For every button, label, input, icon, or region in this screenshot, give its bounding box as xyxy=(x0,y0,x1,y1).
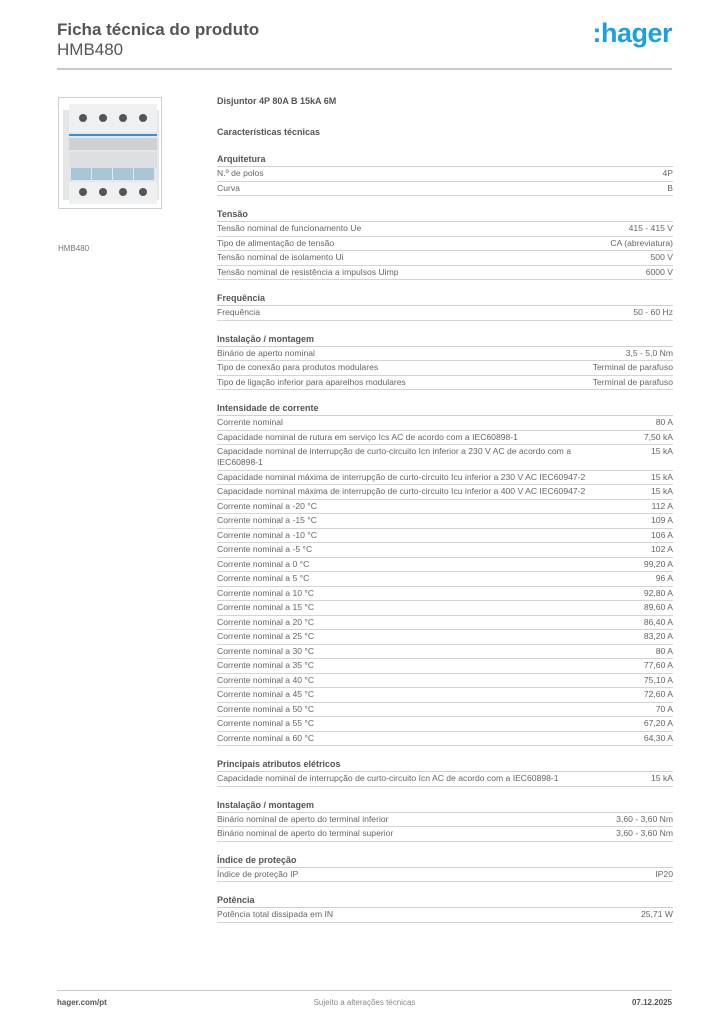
spec-row xyxy=(217,237,673,252)
spec-label: Potência total dissipada em IN xyxy=(217,909,334,919)
footer-notice: Sujeito a alterações técnicas xyxy=(313,998,416,1007)
spec-row xyxy=(217,485,673,500)
spec-value: CA (abreviatura) xyxy=(610,237,673,248)
footer-date: 07.12.2025 xyxy=(631,998,672,1007)
spec-value: Terminal de parafuso xyxy=(592,376,673,387)
spec-label: Corrente nominal a 15 °C xyxy=(217,602,315,612)
product-code: HMB480 xyxy=(57,40,124,59)
spec-value: 3,60 - 3,60 Nm xyxy=(616,828,673,838)
spec-value: IP20 xyxy=(655,868,673,879)
spec-section xyxy=(217,894,673,923)
spec-value: 72,60 A xyxy=(643,689,673,699)
spec-label: Tipo de ligação inferior para aparelhos modulares xyxy=(217,376,406,387)
spec-row xyxy=(217,813,673,828)
spec-label: Capacidade nominal máxima de interrupção de curto-circuito Icu inferior a 230 V AC IEC60947-2 xyxy=(217,471,586,482)
section-title: Instalação / montagem xyxy=(217,799,673,813)
spec-row xyxy=(217,376,673,391)
spec-row xyxy=(217,431,673,446)
spec-row xyxy=(217,868,673,883)
spec-label: Índice de proteção IP xyxy=(217,868,299,879)
spec-row xyxy=(217,558,673,573)
spec-value: 106 A xyxy=(651,529,673,540)
spec-value: 112 A xyxy=(651,500,673,511)
spec-row xyxy=(217,659,673,674)
spec-row xyxy=(217,732,673,747)
page-header xyxy=(57,20,672,59)
spec-label: Capacidade nominal de interrupção de curto-circuito Icn inferior a 230 V AC de acordo com a IEC60898-1 xyxy=(217,446,571,467)
spec-row xyxy=(217,908,673,923)
spec-value: 67,20 A xyxy=(643,718,673,728)
spec-value: 96 A xyxy=(655,573,673,583)
image-caption: HMB480 xyxy=(58,244,90,253)
spec-label: Corrente nominal a -15 °C xyxy=(217,515,317,525)
section-title: Potência xyxy=(217,894,673,908)
spec-section xyxy=(217,208,673,280)
spec-row xyxy=(217,361,673,376)
spec-label: Corrente nominal a -10 °C xyxy=(217,529,317,540)
spec-label: Binário nominal de aperto do terminal inferior xyxy=(217,813,389,824)
circuit-breaker-illustration xyxy=(59,98,161,208)
spec-value: B xyxy=(667,182,673,193)
spec-row xyxy=(217,306,673,321)
spec-label: Corrente nominal a -5 °C xyxy=(217,544,313,554)
spec-row xyxy=(217,529,673,544)
spec-value: 15 kA xyxy=(651,486,673,496)
spec-value: 3,5 - 5,0 Nm xyxy=(625,347,673,358)
spec-label: Tensão nominal de isolamento Ui xyxy=(217,252,344,262)
section-title: Intensidade de corrente xyxy=(217,402,673,416)
spec-label: Capacidade nominal de interrupção de curto-circuito Icn AC de acordo com a IEC60898-1 xyxy=(217,773,559,783)
spec-row xyxy=(217,645,673,660)
spec-label: Corrente nominal a -20 °C xyxy=(217,500,317,511)
spec-label: Frequência xyxy=(217,307,260,317)
spec-value: 75,10 A xyxy=(643,674,673,685)
spec-label: Corrente nominal a 10 °C xyxy=(217,587,315,598)
spec-value: 80 A xyxy=(655,417,673,427)
spec-label: Corrente nominal a 5 °C xyxy=(217,573,310,583)
spec-value: 15 kA xyxy=(651,446,673,456)
spec-value: 64,30 A xyxy=(643,732,673,743)
document-title: Ficha técnica do produto xyxy=(57,20,260,39)
spec-label: Corrente nominal a 40 °C xyxy=(217,674,315,685)
spec-value: 500 V xyxy=(650,252,673,262)
product-name: Disjuntor 4P 80A B 15kA 6M xyxy=(217,96,337,106)
spec-value: Terminal de parafuso xyxy=(592,362,673,372)
spec-label: Tensão nominal de resistência a impulsos Uimp xyxy=(217,266,399,277)
spec-section xyxy=(217,854,673,883)
spec-row xyxy=(217,674,673,689)
spec-row xyxy=(217,416,673,431)
spec-value: 25,71 W xyxy=(640,909,673,919)
spec-section xyxy=(217,153,673,196)
spec-row xyxy=(217,514,673,529)
characteristics-heading: Características técnicas xyxy=(217,127,321,137)
spec-row xyxy=(217,717,673,732)
spec-label: Capacidade nominal de rutura em serviço Ics AC de acordo com a IEC60898-1 xyxy=(217,431,518,442)
spec-row xyxy=(217,688,673,703)
spec-label: Corrente nominal a 0 °C xyxy=(217,558,310,569)
spec-value: 415 - 415 V xyxy=(628,223,673,233)
footer-website[interactable]: hager.com/pt xyxy=(57,998,107,1007)
spec-row xyxy=(217,167,673,182)
spec-row xyxy=(217,772,673,787)
spec-sections xyxy=(217,153,673,923)
spec-row xyxy=(217,543,673,558)
spec-value: 3,60 - 3,60 Nm xyxy=(616,813,673,824)
spec-row xyxy=(217,445,673,471)
section-title: Tensão xyxy=(217,208,673,222)
section-title: Arquitetura xyxy=(217,153,673,167)
spec-label: Corrente nominal a 20 °C xyxy=(217,616,315,627)
header-divider xyxy=(57,68,672,70)
spec-row xyxy=(217,572,673,587)
hager-logo: :hager xyxy=(592,18,672,48)
spec-section xyxy=(217,402,673,746)
spec-label: Corrente nominal xyxy=(217,417,283,427)
spec-value: 70 A xyxy=(655,703,673,714)
spec-label: Tipo de alimentação de tensão xyxy=(217,237,335,248)
spec-value: 15 kA xyxy=(651,773,673,783)
spec-row xyxy=(217,827,673,842)
spec-label: Corrente nominal a 55 °C xyxy=(217,718,315,728)
spec-label: Corrente nominal a 25 °C xyxy=(217,631,315,641)
spec-row xyxy=(217,347,673,362)
spec-label: N.º de polos xyxy=(217,168,264,178)
product-image xyxy=(58,97,162,209)
spec-label: Corrente nominal a 45 °C xyxy=(217,689,315,699)
spec-value: 77,60 A xyxy=(643,660,673,670)
spec-row xyxy=(217,182,673,197)
spec-value: 7,50 kA xyxy=(643,431,673,442)
spec-value: 89,60 A xyxy=(643,602,673,612)
footer-divider xyxy=(57,990,672,991)
spec-value: 50 - 60 Hz xyxy=(633,307,673,317)
spec-section xyxy=(217,333,673,391)
spec-value: 99,20 A xyxy=(643,558,673,569)
spec-row xyxy=(217,251,673,266)
spec-row xyxy=(217,616,673,631)
spec-label: Corrente nominal a 50 °C xyxy=(217,703,315,714)
spec-value: 92,80 A xyxy=(643,587,673,598)
spec-label: Tipo de conexão para produtos modulares xyxy=(217,362,379,372)
spec-label: Corrente nominal a 35 °C xyxy=(217,660,315,670)
spec-value: 4P xyxy=(662,168,673,178)
spec-label: Corrente nominal a 60 °C xyxy=(217,732,315,743)
spec-label: Corrente nominal a 30 °C xyxy=(217,645,315,656)
spec-row xyxy=(217,601,673,616)
spec-label: Tensão nominal de funcionamento Ue xyxy=(217,223,362,233)
spec-value: 6000 V xyxy=(645,266,673,277)
spec-value: 83,20 A xyxy=(643,631,673,641)
section-title: Índice de proteção xyxy=(217,854,673,868)
section-title: Principais atributos elétricos xyxy=(217,758,673,772)
spec-value: 109 A xyxy=(651,515,673,525)
spec-value: 80 A xyxy=(655,645,673,656)
spec-row xyxy=(217,630,673,645)
spec-row xyxy=(217,500,673,515)
spec-row xyxy=(217,266,673,281)
spec-label: Binário de aperto nominal xyxy=(217,347,315,358)
section-title: Instalação / montagem xyxy=(217,333,673,347)
spec-value: 15 kA xyxy=(651,471,673,482)
spec-label: Curva xyxy=(217,182,240,193)
spec-row xyxy=(217,587,673,602)
spec-section xyxy=(217,799,673,842)
section-title: Frequência xyxy=(217,292,673,306)
spec-row xyxy=(217,222,673,237)
spec-value: 102 A xyxy=(651,544,673,554)
spec-value: 86,40 A xyxy=(643,616,673,627)
spec-section xyxy=(217,292,673,321)
spec-label: Binário nominal de aperto do terminal superior xyxy=(217,828,394,838)
spec-row xyxy=(217,471,673,486)
spec-label: Capacidade nominal máxima de interrupção de curto-circuito Icu inferior a 400 V AC IEC60947-2 xyxy=(217,486,586,496)
spec-row xyxy=(217,703,673,718)
spec-section xyxy=(217,758,673,787)
spec-content xyxy=(217,96,673,923)
